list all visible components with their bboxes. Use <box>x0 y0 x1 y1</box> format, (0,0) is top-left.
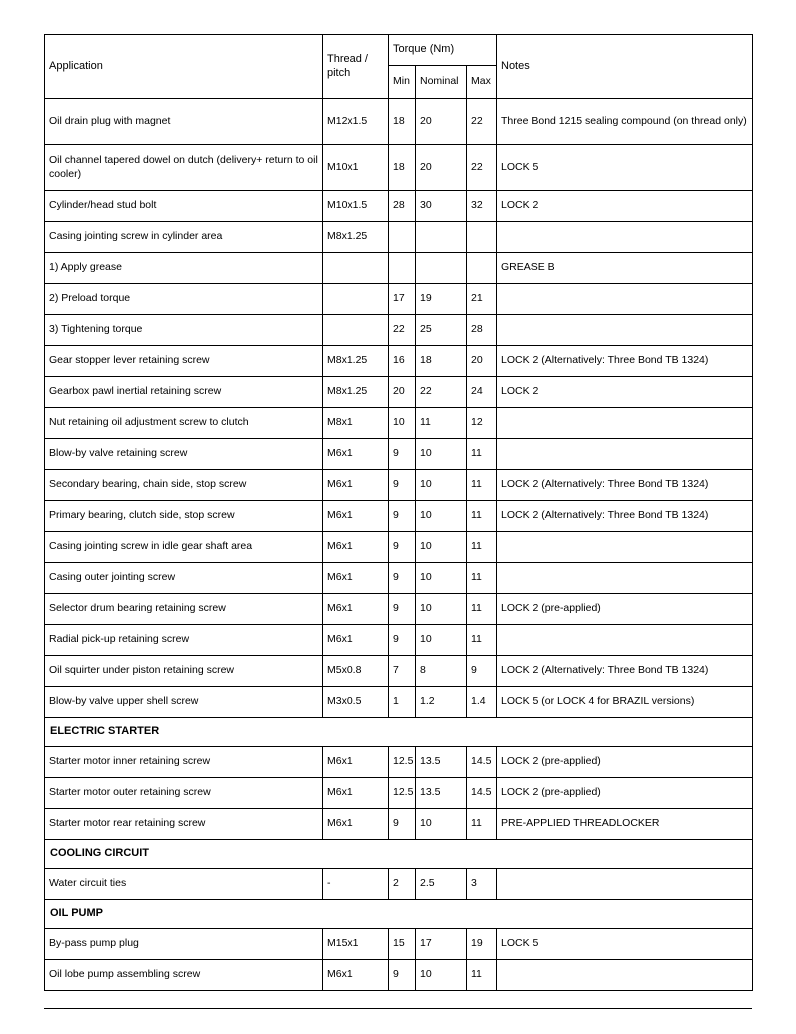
cell-torque-min: 9 <box>389 960 416 991</box>
column-header-notes: Notes <box>497 35 753 99</box>
cell-notes: LOCK 2 (Alternatively: Three Bond TB 1324) <box>497 346 753 377</box>
cell-torque-min: 7 <box>389 656 416 687</box>
cell-application: Oil channel tapered dowel on dutch (delivery+ return to oil cooler) <box>45 145 323 191</box>
cell-torque-max: 32 <box>467 191 497 222</box>
cell-notes <box>497 284 753 315</box>
cell-application: Oil drain plug with magnet <box>45 99 323 145</box>
cell-torque-min: 9 <box>389 532 416 563</box>
cell-torque-nominal: 8 <box>416 656 467 687</box>
cell-notes: LOCK 2 (pre-applied) <box>497 747 753 778</box>
column-header-nominal: Nominal <box>416 66 467 99</box>
table-row <box>45 501 753 532</box>
table-row <box>45 656 753 687</box>
cell-torque-nominal: 20 <box>416 145 467 191</box>
cell-torque-max: 11 <box>467 625 497 656</box>
cell-application: Starter motor inner retaining screw <box>45 747 323 778</box>
cell-torque-max: 11 <box>467 594 497 625</box>
cell-torque-min: 9 <box>389 594 416 625</box>
table-row <box>45 687 753 718</box>
cell-thread-pitch: M6x1 <box>323 778 389 809</box>
cell-torque-nominal: 2.5 <box>416 869 467 900</box>
cell-torque-nominal: 22 <box>416 377 467 408</box>
cell-torque-nominal <box>416 253 467 284</box>
cell-thread-pitch: M6x1 <box>323 809 389 840</box>
cell-application: Casing jointing screw in idle gear shaft area <box>45 532 323 563</box>
cell-torque-min: 9 <box>389 439 416 470</box>
cell-torque-nominal: 13.5 <box>416 747 467 778</box>
torque-specification-table <box>44 34 753 991</box>
table-row <box>45 625 753 656</box>
section-title: OIL PUMP <box>45 900 753 929</box>
column-header-torque-group: Torque (Nm) <box>389 35 497 66</box>
cell-torque-nominal: 10 <box>416 809 467 840</box>
cell-thread-pitch: M6x1 <box>323 532 389 563</box>
table-row <box>45 315 753 346</box>
cell-notes <box>497 315 753 346</box>
cell-notes <box>497 869 753 900</box>
table-row <box>45 191 753 222</box>
section-title: COOLING CIRCUIT <box>45 840 753 869</box>
cell-torque-max: 20 <box>467 346 497 377</box>
cell-torque-nominal: 1.2 <box>416 687 467 718</box>
cell-torque-min <box>389 222 416 253</box>
cell-torque-min: 28 <box>389 191 416 222</box>
cell-torque-max <box>467 253 497 284</box>
table-row <box>45 869 753 900</box>
cell-application: Selector drum bearing retaining screw <box>45 594 323 625</box>
cell-torque-max: 11 <box>467 809 497 840</box>
table-row <box>45 284 753 315</box>
cell-notes <box>497 222 753 253</box>
cell-torque-max: 12 <box>467 408 497 439</box>
cell-torque-min: 12.5 <box>389 778 416 809</box>
cell-torque-min: 16 <box>389 346 416 377</box>
section-title: ELECTRIC STARTER <box>45 718 753 747</box>
cell-torque-min: 18 <box>389 99 416 145</box>
cell-application: Blow-by valve upper shell screw <box>45 687 323 718</box>
cell-notes <box>497 563 753 594</box>
cell-torque-min: 9 <box>389 470 416 501</box>
cell-application: Primary bearing, clutch side, stop screw <box>45 501 323 532</box>
table-row <box>45 929 753 960</box>
cell-notes: LOCK 2 <box>497 377 753 408</box>
cell-torque-min: 15 <box>389 929 416 960</box>
cell-application: Nut retaining oil adjustment screw to clutch <box>45 408 323 439</box>
cell-notes: LOCK 2 <box>497 191 753 222</box>
table-row <box>45 346 753 377</box>
cell-torque-max: 3 <box>467 869 497 900</box>
cell-torque-nominal: 11 <box>416 408 467 439</box>
cell-notes <box>497 625 753 656</box>
cell-torque-min: 20 <box>389 377 416 408</box>
table-row <box>45 594 753 625</box>
table-row <box>45 960 753 991</box>
cell-torque-max: 14.5 <box>467 778 497 809</box>
cell-application: 1) Apply grease <box>45 253 323 284</box>
cell-application: Casing jointing screw in cylinder area <box>45 222 323 253</box>
column-header-thread-pitch: Thread / pitch <box>323 35 389 99</box>
cell-torque-nominal: 10 <box>416 501 467 532</box>
cell-notes: LOCK 5 <box>497 145 753 191</box>
column-header-min: Min <box>389 66 416 99</box>
cell-notes: LOCK 2 (pre-applied) <box>497 594 753 625</box>
cell-torque-max: 11 <box>467 470 497 501</box>
cell-notes: GREASE B <box>497 253 753 284</box>
cell-torque-max: 1.4 <box>467 687 497 718</box>
cell-torque-max: 28 <box>467 315 497 346</box>
cell-torque-nominal: 10 <box>416 439 467 470</box>
cell-thread-pitch <box>323 284 389 315</box>
cell-torque-nominal: 17 <box>416 929 467 960</box>
cell-thread-pitch: M6x1 <box>323 501 389 532</box>
cell-torque-min: 9 <box>389 809 416 840</box>
cell-thread-pitch: - <box>323 869 389 900</box>
table-row <box>45 253 753 284</box>
cell-thread-pitch: M6x1 <box>323 470 389 501</box>
cell-application: Casing outer jointing screw <box>45 563 323 594</box>
cell-thread-pitch: M8x1 <box>323 408 389 439</box>
cell-notes <box>497 532 753 563</box>
cell-notes <box>497 960 753 991</box>
cell-notes: LOCK 5 <box>497 929 753 960</box>
cell-torque-max: 22 <box>467 145 497 191</box>
cell-application: Radial pick-up retaining screw <box>45 625 323 656</box>
cell-application: Gearbox pawl inertial retaining screw <box>45 377 323 408</box>
cell-torque-max: 14.5 <box>467 747 497 778</box>
cell-notes: LOCK 2 (Alternatively: Three Bond TB 1324) <box>497 656 753 687</box>
cell-thread-pitch: M6x1 <box>323 747 389 778</box>
cell-torque-nominal: 19 <box>416 284 467 315</box>
cell-torque-nominal: 30 <box>416 191 467 222</box>
table-row <box>45 563 753 594</box>
table-body <box>45 99 753 991</box>
table-row <box>45 99 753 145</box>
cell-thread-pitch: M6x1 <box>323 594 389 625</box>
cell-application: Blow-by valve retaining screw <box>45 439 323 470</box>
cell-thread-pitch <box>323 253 389 284</box>
cell-torque-max: 22 <box>467 99 497 145</box>
cell-torque-max: 11 <box>467 960 497 991</box>
section-header-row <box>45 718 753 747</box>
table-row <box>45 439 753 470</box>
column-header-max: Max <box>467 66 497 99</box>
cell-torque-min <box>389 253 416 284</box>
cell-torque-nominal <box>416 222 467 253</box>
cell-torque-min: 1 <box>389 687 416 718</box>
cell-torque-max: 11 <box>467 532 497 563</box>
cell-torque-nominal: 10 <box>416 625 467 656</box>
table-row <box>45 532 753 563</box>
cell-thread-pitch: M6x1 <box>323 960 389 991</box>
cell-thread-pitch: M6x1 <box>323 439 389 470</box>
cell-application: Oil squirter under piston retaining screw <box>45 656 323 687</box>
table-row <box>45 470 753 501</box>
cell-notes <box>497 408 753 439</box>
cell-thread-pitch: M8x1.25 <box>323 377 389 408</box>
cell-application: Starter motor outer retaining screw <box>45 778 323 809</box>
table-row <box>45 222 753 253</box>
table-row <box>45 747 753 778</box>
cell-torque-min: 10 <box>389 408 416 439</box>
cell-torque-nominal: 13.5 <box>416 778 467 809</box>
cell-thread-pitch: M15x1 <box>323 929 389 960</box>
cell-torque-nominal: 10 <box>416 470 467 501</box>
cell-torque-nominal: 10 <box>416 563 467 594</box>
cell-application: Gear stopper lever retaining screw <box>45 346 323 377</box>
cell-notes: LOCK 2 (Alternatively: Three Bond TB 1324) <box>497 501 753 532</box>
cell-thread-pitch <box>323 315 389 346</box>
cell-torque-max: 11 <box>467 563 497 594</box>
cell-thread-pitch: M10x1.5 <box>323 191 389 222</box>
cell-torque-max <box>467 222 497 253</box>
cell-torque-nominal: 10 <box>416 532 467 563</box>
cell-torque-max: 19 <box>467 929 497 960</box>
header-row-primary <box>45 35 753 66</box>
table-header <box>45 35 753 99</box>
cell-application: Oil lobe pump assembling screw <box>45 960 323 991</box>
cell-torque-min: 9 <box>389 563 416 594</box>
cell-thread-pitch: M10x1 <box>323 145 389 191</box>
cell-thread-pitch: M12x1.5 <box>323 99 389 145</box>
table-row <box>45 809 753 840</box>
cell-torque-nominal: 18 <box>416 346 467 377</box>
cell-torque-min: 17 <box>389 284 416 315</box>
cell-torque-nominal: 10 <box>416 594 467 625</box>
table-row <box>45 377 753 408</box>
cell-torque-max: 11 <box>467 439 497 470</box>
cell-torque-max: 9 <box>467 656 497 687</box>
table-row <box>45 145 753 191</box>
cell-thread-pitch: M3x0.5 <box>323 687 389 718</box>
cell-application: Water circuit ties <box>45 869 323 900</box>
table-row <box>45 778 753 809</box>
cell-notes: LOCK 2 (pre-applied) <box>497 778 753 809</box>
cell-torque-min: 12.5 <box>389 747 416 778</box>
column-header-application: Application <box>45 35 323 99</box>
cell-torque-max: 11 <box>467 501 497 532</box>
cell-thread-pitch: M6x1 <box>323 563 389 594</box>
cell-torque-nominal: 10 <box>416 960 467 991</box>
cell-notes: PRE-APPLIED THREADLOCKER <box>497 809 753 840</box>
cell-application: Starter motor rear retaining screw <box>45 809 323 840</box>
cell-torque-min: 2 <box>389 869 416 900</box>
cell-thread-pitch: M5x0.8 <box>323 656 389 687</box>
cell-application: 2) Preload torque <box>45 284 323 315</box>
cell-torque-max: 21 <box>467 284 497 315</box>
section-header-row <box>45 900 753 929</box>
cell-torque-min: 18 <box>389 145 416 191</box>
cell-notes <box>497 439 753 470</box>
footer-divider <box>44 1008 752 1009</box>
cell-application: 3) Tightening torque <box>45 315 323 346</box>
cell-torque-nominal: 25 <box>416 315 467 346</box>
cell-notes: LOCK 5 (or LOCK 4 for BRAZIL versions) <box>497 687 753 718</box>
cell-torque-max: 24 <box>467 377 497 408</box>
cell-notes: LOCK 2 (Alternatively: Three Bond TB 1324) <box>497 470 753 501</box>
cell-torque-nominal: 20 <box>416 99 467 145</box>
cell-thread-pitch: M8x1.25 <box>323 346 389 377</box>
section-header-row <box>45 840 753 869</box>
cell-application: Cylinder/head stud bolt <box>45 191 323 222</box>
cell-torque-min: 9 <box>389 501 416 532</box>
cell-application: Secondary bearing, chain side, stop screw <box>45 470 323 501</box>
cell-thread-pitch: M8x1.25 <box>323 222 389 253</box>
cell-application: By-pass pump plug <box>45 929 323 960</box>
cell-torque-min: 9 <box>389 625 416 656</box>
cell-thread-pitch: M6x1 <box>323 625 389 656</box>
table-row <box>45 408 753 439</box>
cell-notes: Three Bond 1215 sealing compound (on thread only) <box>497 99 753 145</box>
cell-torque-min: 22 <box>389 315 416 346</box>
